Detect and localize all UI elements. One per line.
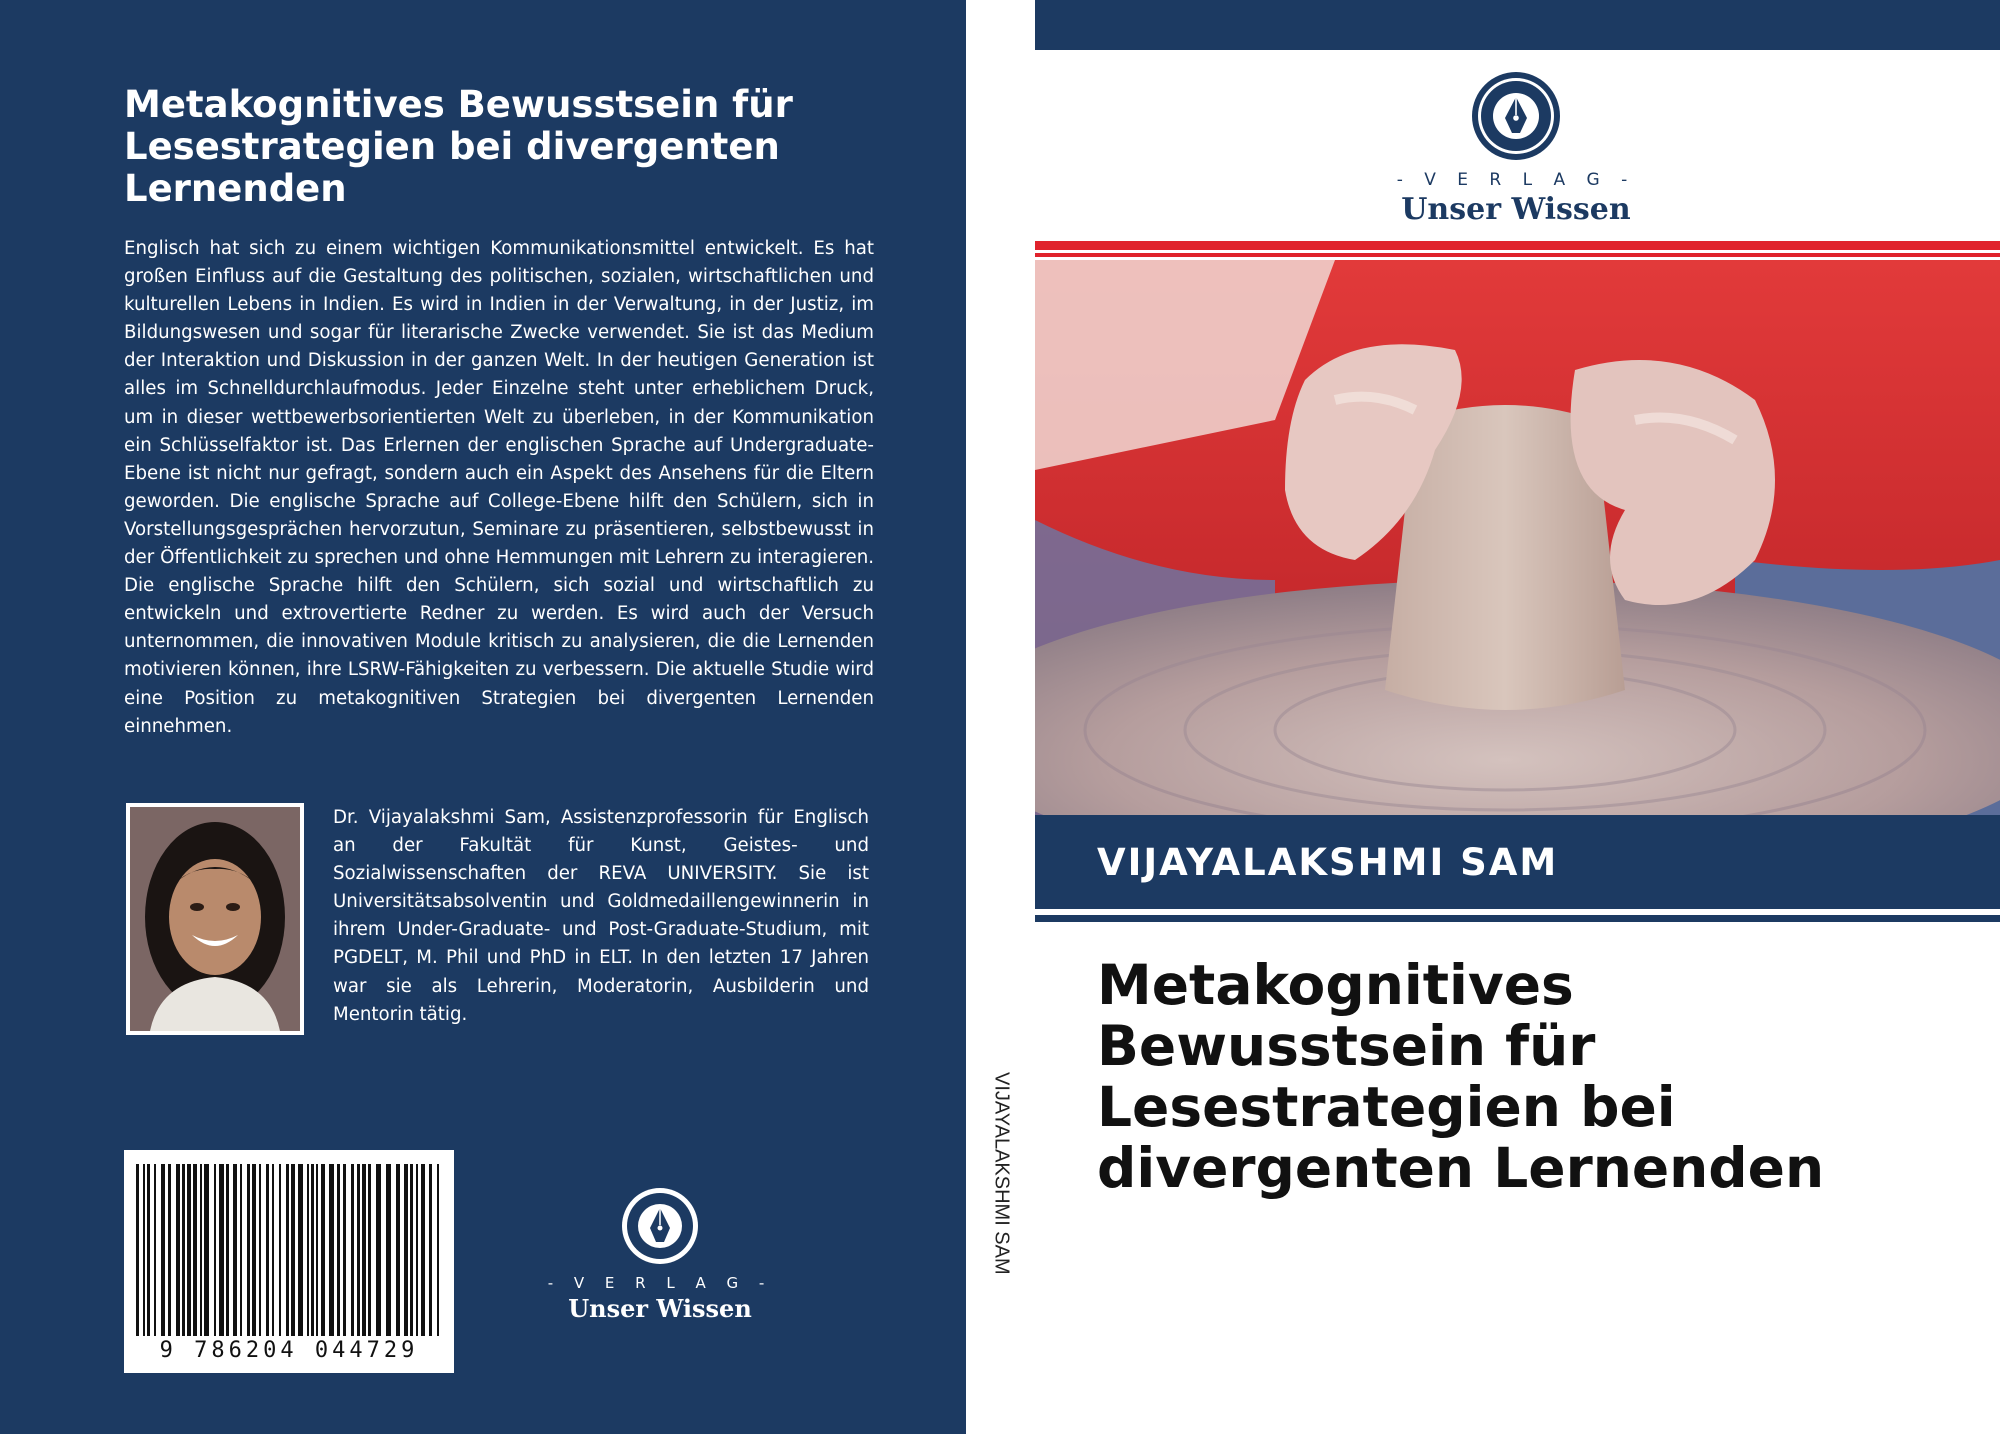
- spine-author: VIJAYALAKSHMI SAM: [990, 1072, 1013, 1275]
- barcode-bar: [279, 1164, 281, 1336]
- publisher-seal-icon: [1470, 70, 1562, 162]
- barcode-bar: [226, 1164, 229, 1336]
- back-cover-title: Metakognitives Bewusstsein für Lesestrategien bei divergenten Lernenden: [124, 83, 793, 210]
- barcode-bar: [307, 1164, 309, 1336]
- barcode-bar: [291, 1164, 295, 1336]
- barcode-bar: [421, 1164, 425, 1336]
- barcode-bar: [386, 1164, 391, 1336]
- front-top-bar: [1035, 0, 2000, 50]
- barcode-bar: [168, 1164, 171, 1336]
- red-stripe: [1035, 241, 2000, 250]
- barcode-bar: [362, 1164, 366, 1336]
- pottery-hands-image: [1035, 260, 2000, 815]
- barcode-bar: [343, 1164, 346, 1336]
- barcode-bar: [311, 1164, 314, 1336]
- barcode-bar: [357, 1164, 360, 1336]
- barcode-bar: [437, 1164, 439, 1336]
- isbn-barcode: [124, 1150, 454, 1373]
- front-publisher-logo: [1361, 70, 1671, 227]
- book-spine: [966, 0, 1036, 1434]
- barcode-bar: [286, 1164, 289, 1336]
- barcode-bar: [187, 1164, 191, 1336]
- publisher-seal-icon: [620, 1186, 700, 1266]
- barcode-bar: [321, 1164, 325, 1336]
- barcode-bar: [396, 1164, 400, 1336]
- barcode-bar: [147, 1164, 150, 1336]
- barcode-bar: [272, 1164, 274, 1336]
- barcode-bar: [252, 1164, 256, 1336]
- front-logo-verlag: - V E R L A G -: [1396, 170, 1636, 190]
- barcode-bar: [193, 1164, 197, 1336]
- barcode-bar: [136, 1164, 139, 1336]
- barcode-bar: [404, 1164, 408, 1336]
- barcode-bar: [298, 1164, 303, 1336]
- front-logo-brand: Unser Wissen: [1401, 192, 1631, 227]
- cover-photo-pottery: [1035, 260, 2000, 815]
- front-cover-title: Metakognitives Bewusstsein für Lesestrategien bei divergenten Lernenden: [1097, 953, 1825, 1200]
- back-logo-brand: Unser Wissen: [568, 1294, 752, 1323]
- barcode-bar: [200, 1164, 202, 1336]
- barcode-bar: [316, 1164, 318, 1336]
- barcode-bar: [259, 1164, 261, 1336]
- barcode-bar: [161, 1164, 165, 1336]
- barcode-bar: [219, 1164, 224, 1336]
- barcode-bar: [176, 1164, 180, 1336]
- back-logo-verlag: - V E R L A G -: [547, 1274, 773, 1292]
- barcode-bar: [337, 1164, 340, 1336]
- author-portrait-image: [130, 807, 300, 1031]
- barcode-bar: [233, 1164, 237, 1336]
- front-author-underline: [1035, 915, 2000, 922]
- barcode-bar: [429, 1164, 432, 1336]
- back-cover: [0, 0, 966, 1434]
- barcode-bar: [214, 1164, 216, 1336]
- barcode-bar: [154, 1164, 156, 1336]
- barcode-bar: [329, 1164, 334, 1336]
- barcode-bar: [351, 1164, 354, 1336]
- isbn-digits: 9 786204 044729: [159, 1338, 419, 1363]
- barcode-bar: [204, 1164, 209, 1336]
- back-cover-blurb: Englisch hat sich zu einem wichtigen Kommunikationsmittel entwickelt. Es hat großen Einfluss auf die Gestaltung des politischen, sozialen, wirtschaftlichen und kulturellen Lebens in Indien. Es wird in Indien in der Verwaltung, in der Justiz, im Bildungswesen und sogar für literarische Zwecke verwendet. Sie ist das Medium der Interaktion und Diskussion in der ganzen Welt. In der heutigen Generation ist alles im Schnelldurchlaufmodus. Jeder Einzelne steht unter erheblichem Druck, um in dieser wettbewerbsorientierten Welt zu überleben, in der Kommunikation ein Schlüsselfaktor ist. Das Erlernen der englischen Sprache auf Undergraduate-Ebene ist nicht nur gefragt, sondern auch ein Aspekt des Ansehens für die Eltern geworden. Die englische Sprache auf College-Ebene hilft den Schülern, sich in Vorstellungsgesprächen hervorzutun, Seminare zu präsentieren, selbstbewusst in der Öffentlichkeit zu sprechen und ohne Hemmungen mit Lehrern zu interagieren. Die englische Sprache hilft den Schülern, sich sozial und wirtschaftlich zu entwickeln und extrovertierte Redner zu werden. Es wird auch der Versuch unternommen, die innovativen Module kritisch zu analysieren, die die Lernenden motivieren können, ihre LSRW-Fähigkeiten zu verbessern. Die aktuelle Studie wird eine Position zu metakognitiven Strategien bei divergenten Lernenden einnehmen.: [124, 238, 874, 737]
- barcode-bar: [410, 1164, 413, 1336]
- barcode-bar: [416, 1164, 418, 1336]
- barcode-bar: [182, 1164, 185, 1336]
- front-cover: [1035, 0, 2000, 1434]
- back-publisher-logo: [540, 1186, 780, 1323]
- front-author-band: [1035, 815, 2000, 909]
- barcode-bar: [368, 1164, 371, 1336]
- barcode-bar: [143, 1164, 145, 1336]
- barcode-bar: [266, 1164, 269, 1336]
- author-bio: Dr. Vijayalakshmi Sam, Assistenzprofessorin für Englisch an der Fakultät für Kunst, Geistes- und Sozialwissenschaften der REVA UNIVERSITY. Sie ist Universitätsabsolventin und Goldmedaillengewinnerin in ihrem Under-Graduate- und Post-Graduate-Studium, mit PGDELT, M. Phil und PhD in ELT. In den letzten 17 Jahren war sie als Lehrerin, Moderatorin, Ausbilderin und Mentorin tätig.: [333, 807, 869, 1025]
- barcode-bar: [376, 1164, 381, 1336]
- front-author-name: VIJAYALAKSHMI SAM: [1097, 841, 1559, 884]
- barcode-bar: [240, 1164, 242, 1336]
- barcode-bar: [247, 1164, 250, 1336]
- red-stripe-thin: [1035, 253, 2000, 257]
- author-photo: [126, 803, 304, 1035]
